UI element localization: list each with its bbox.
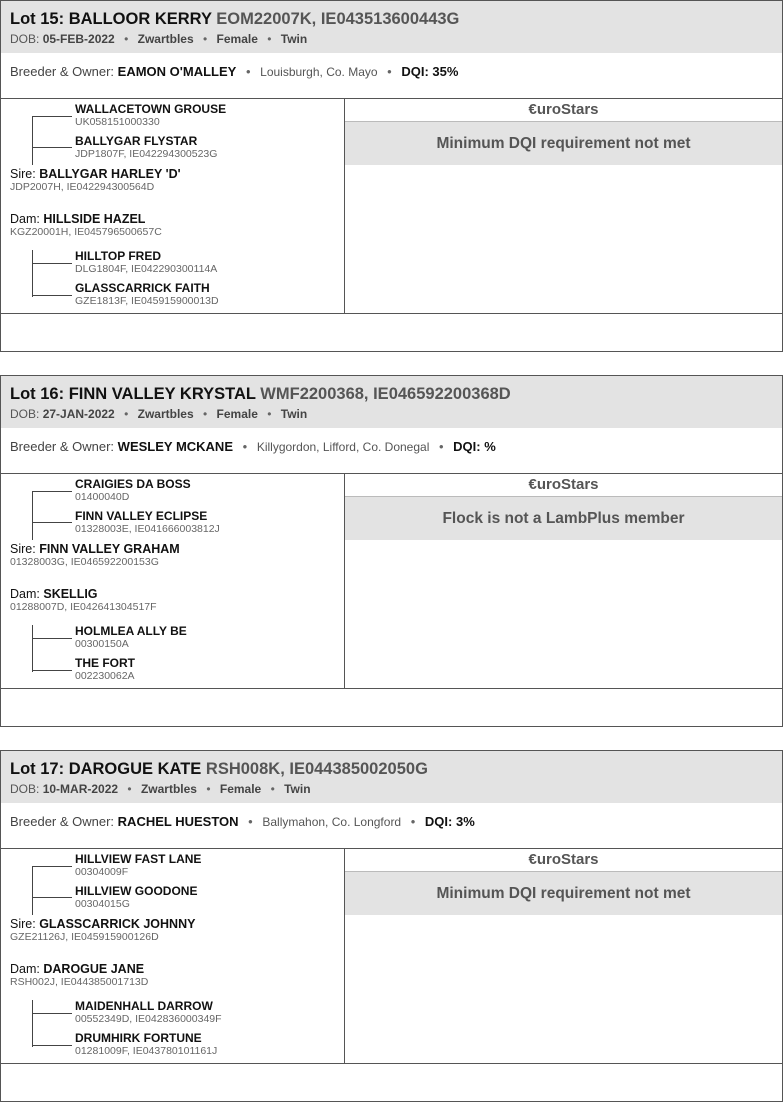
pedigree-connector <box>32 1045 72 1046</box>
sire <box>10 917 195 944</box>
separator: • <box>206 782 211 796</box>
ancestor-id: 01281009F, IE043780101161J <box>75 1045 218 1057</box>
eurostars-message: Minimum DQI requirement not met <box>345 122 782 165</box>
sire-label: Sire: <box>10 167 36 181</box>
lot-details <box>1 474 782 689</box>
sire-name: FINN VALLEY GRAHAM <box>39 542 180 556</box>
ancestor-id: GZE1813F, IE045915900013D <box>75 295 219 307</box>
pedigree-connector <box>32 866 33 915</box>
dam-label: Dam: <box>10 587 40 601</box>
ancestor-id: 002230062A <box>75 670 135 682</box>
eurostars-message: Minimum DQI requirement not met <box>345 872 782 915</box>
ancestor-name: CRAIGIES DA BOSS <box>75 477 191 491</box>
dob-label: DOB: <box>10 782 40 796</box>
sex: Female <box>216 407 258 421</box>
separator: • <box>267 407 272 421</box>
pedigree-connector <box>32 625 33 672</box>
sire-name: BALLYGAR HARLEY 'D' <box>39 167 181 181</box>
ancestor-name: MAIDENHALL DARROW <box>75 999 213 1013</box>
dam-name: HILLSIDE HAZEL <box>43 212 146 226</box>
pedigree <box>1 474 345 688</box>
pedigree-connector <box>32 147 72 148</box>
lot-subtitle <box>10 406 782 422</box>
ancestor-name: GLASSCARRICK FAITH <box>75 281 210 295</box>
pedigree-connector <box>32 522 72 523</box>
eurostars-panel <box>345 99 782 313</box>
pedigree-connector <box>32 670 72 671</box>
lot-subtitle <box>10 31 782 47</box>
eurostars-panel <box>345 474 782 688</box>
lot-card <box>0 0 783 352</box>
breed: Zwartbles <box>140 782 197 796</box>
sire <box>10 167 181 194</box>
eurostars-message: Flock is not a LambPlus member <box>345 497 782 540</box>
pedigree <box>1 849 345 1063</box>
sire-dam <box>75 885 197 910</box>
animal-name: BALLOOR KERRY <box>68 10 212 28</box>
eurostars-title: €uroStars <box>345 99 782 122</box>
pedigree-connector <box>32 638 72 639</box>
dam-name: SKELLIG <box>43 587 98 601</box>
breeder-location: Killygordon, Lifford, Co. Donegal <box>256 440 430 454</box>
ancestor-name: HILLVIEW FAST LANE <box>75 852 202 866</box>
sire-id: JDP2007H, IE042294300564D <box>10 181 155 193</box>
dqi-value: DQI: % <box>453 439 496 454</box>
separator: • <box>124 32 129 46</box>
sire-label: Sire: <box>10 542 36 556</box>
dob-label: DOB: <box>10 407 40 421</box>
ancestor-id: DLG1804F, IE042290300114A <box>75 263 218 275</box>
pedigree-connector <box>32 1000 33 1047</box>
sire-id: GZE21126J, IE045915900126D <box>10 931 159 943</box>
separator: • <box>124 407 129 421</box>
ancestor-id: 00304015G <box>75 898 130 910</box>
dam <box>10 212 162 239</box>
ancestor-name: WALLACETOWN GROUSE <box>75 102 227 116</box>
ancestor-id: 00300150A <box>75 638 129 650</box>
dam-dam <box>75 282 219 307</box>
ancestor-id: 01400040D <box>75 491 130 503</box>
pedigree-connector <box>32 116 72 117</box>
ancestor-id: 01328003E, IE041666003812J <box>75 523 220 535</box>
pedigree-connector <box>32 897 72 898</box>
ancestor-name: BALLYGAR FLYSTAR <box>75 134 198 148</box>
animal-ids: RSH008K, IE044385002050G <box>205 760 428 778</box>
breed: Zwartbles <box>137 32 194 46</box>
dam-id: 01288007D, IE042641304517F <box>10 601 157 613</box>
sire-label: Sire: <box>10 917 36 931</box>
dam-id: RSH002J, IE044385001713D <box>10 976 149 988</box>
ancestor-name: HILLVIEW GOODONE <box>75 884 198 898</box>
animal-ids: EOM22007K, IE043513600443G <box>216 10 460 28</box>
ancestor-id: 00304009F <box>75 866 129 878</box>
eurostars-title: €uroStars <box>345 474 782 497</box>
lot-title <box>10 376 782 404</box>
breeder-row <box>1 428 782 474</box>
separator: • <box>438 439 444 454</box>
lot-card <box>0 750 783 1102</box>
breeder-name: EAMON O'MALLEY <box>117 64 237 79</box>
animal-name: DAROGUE KATE <box>68 760 202 778</box>
separator: • <box>267 32 272 46</box>
dqi-value: DQI: 3% <box>424 814 475 829</box>
dam <box>10 962 148 989</box>
dob-value: 10-MAR-2022 <box>42 782 119 796</box>
sire-sire <box>75 103 226 128</box>
dob-value: 05-FEB-2022 <box>42 32 115 46</box>
lot-title <box>10 1 782 29</box>
pedigree-connector <box>32 491 33 540</box>
pedigree-connector <box>32 1013 72 1014</box>
ancestor-name: DRUMHIRK FORTUNE <box>75 1031 202 1045</box>
sex: Female <box>216 32 258 46</box>
sire <box>10 542 180 569</box>
dam-label: Dam: <box>10 962 40 976</box>
dam-id: KGZ20001H, IE045796500657C <box>10 226 162 238</box>
separator: • <box>270 782 275 796</box>
breed: Zwartbles <box>137 407 194 421</box>
pedigree <box>1 99 345 313</box>
lot-number: Lot 16: <box>10 385 65 403</box>
breeder-name: WESLEY MCKANE <box>117 439 233 454</box>
sex: Female <box>219 782 262 796</box>
ancestor-id: JDP1807F, IE042294300523G <box>75 148 218 160</box>
lot-title <box>10 751 782 779</box>
separator: • <box>245 64 251 79</box>
eurostars-panel <box>345 849 782 1063</box>
lot-header <box>1 751 782 803</box>
ancestor-id: 00552349D, IE042836000349F <box>75 1013 222 1025</box>
sire-sire <box>75 478 191 503</box>
ancestor-name: HOLMLEA ALLY BE <box>75 624 187 638</box>
lot-number: Lot 17: <box>10 760 65 778</box>
separator: • <box>202 407 208 421</box>
dam-label: Dam: <box>10 212 40 226</box>
sire-id: 01328003G, IE046592200153G <box>10 556 159 568</box>
breeder-location: Ballymahon, Co. Longford <box>262 815 402 829</box>
breeder-label: Breeder & Owner: <box>10 439 115 454</box>
breeder-label: Breeder & Owner: <box>10 64 115 79</box>
separator: • <box>242 439 248 454</box>
pedigree-connector <box>32 295 72 296</box>
pedigree-connector <box>32 866 72 867</box>
dob-value: 27-JAN-2022 <box>42 407 115 421</box>
ancestor-name: FINN VALLEY ECLIPSE <box>75 509 208 523</box>
dob-label: DOB: <box>10 32 40 46</box>
breeder-name: RACHEL HUESTON <box>117 814 239 829</box>
breeder-row <box>1 53 782 99</box>
lot-number: Lot 15: <box>10 10 65 28</box>
lot-details <box>1 99 782 314</box>
dam-sire <box>75 625 187 650</box>
separator: • <box>387 64 392 79</box>
pedigree-connector <box>32 491 72 492</box>
separator: • <box>127 782 132 796</box>
breeder-label: Breeder & Owner: <box>10 814 115 829</box>
lot-details <box>1 849 782 1064</box>
sire-sire <box>75 853 201 878</box>
dqi-value: DQI: 35% <box>401 64 459 79</box>
dam <box>10 587 157 614</box>
separator: • <box>410 814 416 829</box>
pedigree-connector <box>32 263 72 264</box>
separator: • <box>248 814 253 829</box>
sire-dam <box>75 135 217 160</box>
birth-type: Twin <box>284 782 311 796</box>
breeder-row <box>1 803 782 849</box>
sire-name: GLASSCARRICK JOHNNY <box>39 917 196 931</box>
pedigree-connector <box>32 116 33 165</box>
pedigree-connector <box>32 250 33 297</box>
dam-sire <box>75 1000 222 1025</box>
eurostars-title: €uroStars <box>345 849 782 872</box>
lot-header <box>1 1 782 53</box>
animal-ids: WMF2200368, IE046592200368D <box>260 385 511 403</box>
dam-dam <box>75 1032 217 1057</box>
ancestor-name: THE FORT <box>75 656 135 670</box>
birth-type: Twin <box>280 407 308 421</box>
animal-name: FINN VALLEY KRYSTAL <box>68 385 256 403</box>
dam-name: DAROGUE JANE <box>43 962 145 976</box>
ancestor-id: UK058151000330 <box>75 116 160 128</box>
sire-dam <box>75 510 220 535</box>
breeder-location: Louisburgh, Co. Mayo <box>260 65 378 79</box>
dam-dam <box>75 657 135 682</box>
lot-header <box>1 376 782 428</box>
dam-sire <box>75 250 217 275</box>
lot-card <box>0 375 783 727</box>
lot-subtitle <box>10 781 782 797</box>
ancestor-name: HILLTOP FRED <box>75 249 162 263</box>
birth-type: Twin <box>280 32 308 46</box>
separator: • <box>202 32 208 46</box>
